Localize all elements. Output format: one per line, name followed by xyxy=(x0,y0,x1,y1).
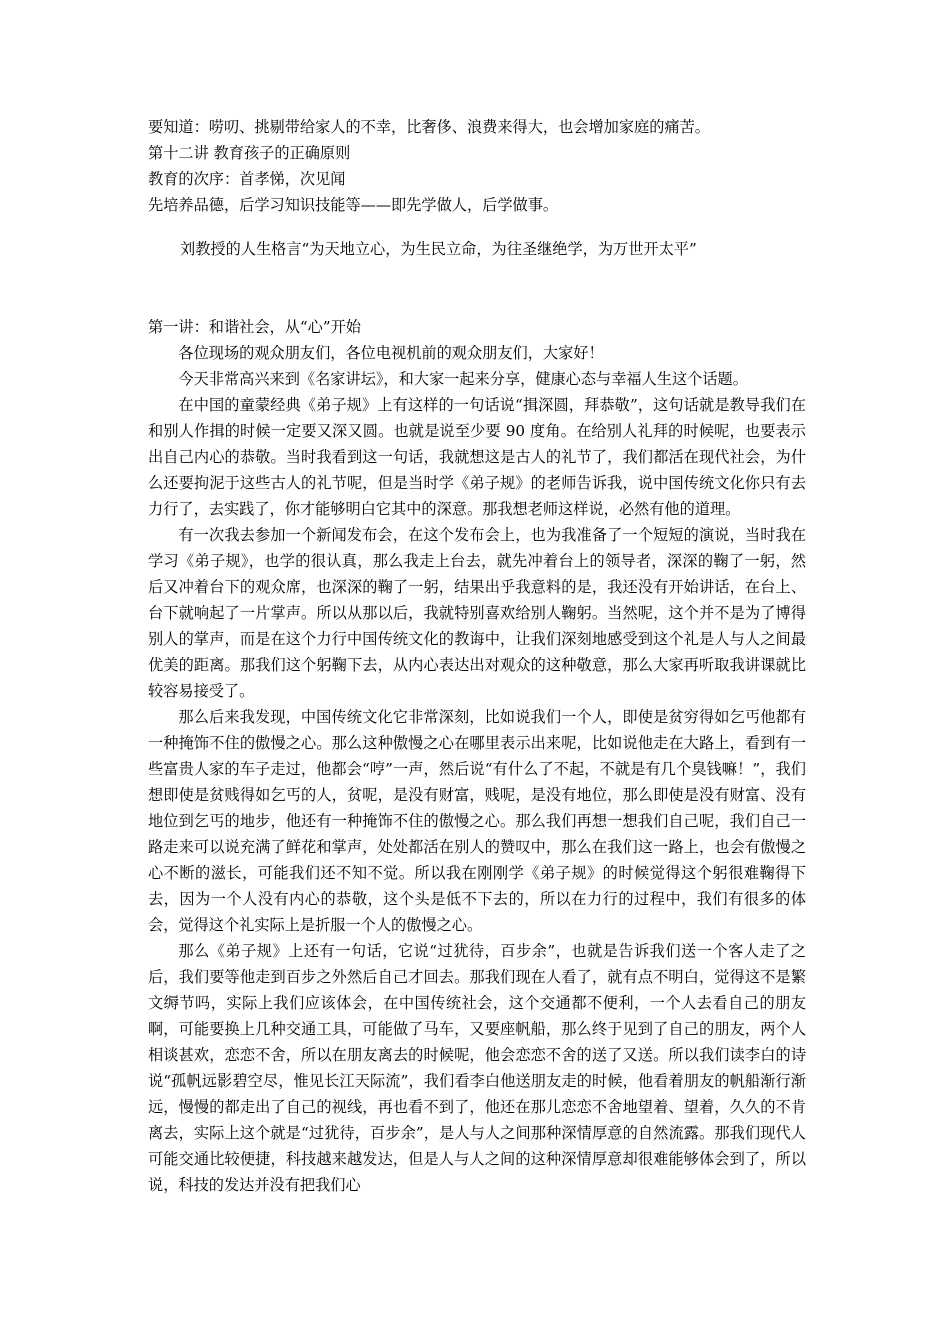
paragraph-dizigui-bow: 在中国的童蒙经典《弟子规》上有这样的一句话说“揖深圆，拜恭敬”，这句话就是教导我们在和别人作揖的时候一定要又深又圆。也就是说至少要 90 度角。在给别人礼拜的时候呢，也要表示出自己内心的恭敬。当时我看到这一句话，我就想这是古人的礼节了，我们都活在现代社会，为什么还要拘泥于这些古人的礼节呢，但是当时学《弟子规》的老师告诉我，说中国传统文化你只有去力行了，去实践了，你才能够明白它其中的深意。那我想老师这样说，必然有他的道理。 xyxy=(148,396,806,518)
paragraph-greeting: 各位现场的观众朋友们，各位电视机前的观众朋友们，大家好！ xyxy=(178,344,604,362)
spacer xyxy=(148,262,806,314)
paragraph-arrogance: 那么后来我发现，中国传统文化它非常深刻，比如说我们一个人，即使是贫穷得如乞丐他都有一种掩饰不住的傲慢之心。那么这种傲慢之心在哪里表示出来呢，比如说他走在大路上，看到有一些富贵人家的车子走过，他都会“哼”一声，然后说“有什么了不起，不就是有几个臭钱嘛！”，我们想即使是贫贱得如乞丐的人，贫呢，是没有财富，贱呢，是没有地位，那么即使是没有财富、没有地位到乞丐的地步，他还有一种掩饰不住的傲慢之心。那么我们再想一想我们自己呢，我们自己一路走来可以说充满了鲜花和掌声，处处都活在别人的赞叹中，那么在我们这一路上，也会有傲慢之心不断的滋长，可能我们还不知不觉。所以我在刚刚学《弟子规》的时候觉得这个躬很难鞠得下去，因为一个人没有内心的恭敬，这个头是低不下去的，所以在力行的过程中，我们有很多的体会，觉得这个礼实际上是折服一个人的傲慢之心。 xyxy=(148,708,806,934)
lecture-1-heading: 第一讲：和谐社会，从“心”开始 xyxy=(148,318,361,336)
spacer xyxy=(148,218,806,236)
professor-motto: 刘教授的人生格言“为天地立心，为生民立命，为往圣继绝学，为万世开太平” xyxy=(180,240,697,258)
paragraph-press-conference: 有一次我去参加一个新闻发布会，在这个发布会上，也为我准备了一个短短的演说，当时我在学习《弟子规》，也学的很认真，那么我走上台去，就先冲着台上的领导者，深深的鞠了一躬，然后又冲着台下的观众席，也深深的鞠了一躬，结果出乎我意料的是，我还没有开始讲话，在台上、台下就响起了一片掌声。所以从那以后，我就特别喜欢给别人鞠躬。当然呢，这个并不是为了博得别人的掌声，而是在这个力行中国传统文化的教诲中，让我们深刻地感受到这个礼是人与人之间最优美的距离。那我们这个躬鞠下去，从内心表达出对观众的这种敬意，那么大家再听取我讲课就比较容易接受了。 xyxy=(148,526,806,700)
paragraph-seeing-off-guests: 那么《弟子规》上还有一句话，它说“过犹待，百步余”，也就是告诉我们送一个客人走了之后，我们要等他走到百步之外然后自己才回去。那我们现在人看了，就有点不明白，觉得这不是繁文缛节吗，实际上我们应该体会，在中国传统社会，这个交通都不便利，一个人去看自己的朋友啊，可能要换上几种交通工具，可能做了马车，又要座帆船，那么终于见到了自己的朋友，两个人相谈甚欢，恋恋不舍，所以在朋友离去的时候呢，他会恋恋不舍的送了又送。所以我们读李白的诗说“孤帆远影碧空尽，惟见长江天际流”，我们看李白他送朋友走的时候，他看着朋友的帆船渐行渐远，慢慢的都走出了自己的视线，再也看不到了，他还在那儿恋恋不舍地望着、望着，久久的不肯离去，实际上这个就是“过犹待，百步余”，是人与人之间那种深情厚意的自然流露。那我们现代人可能交通比较便捷，科技越来越发达，但是人与人之间的这种深情厚意却很难能够体会到了，所以说，科技的发达并没有把我们心 xyxy=(148,942,806,1194)
character-first-line: 先培养品德，后学习知识技能等——即先学做人，后学做事。 xyxy=(148,196,559,214)
intro-line-complaining: 要知道：唠叨、挑剔带给家人的不幸，比奢侈、浪费来得大，也会增加家庭的痛苦。 xyxy=(148,118,710,136)
paragraph-topic: 今天非常高兴来到《名家讲坛》，和大家一起来分享，健康心态与幸福人生这个话题。 xyxy=(178,370,748,388)
education-order-line: 教育的次序：首孝悌，次见闻 xyxy=(148,170,346,188)
lecture-12-heading: 第十二讲 教育孩子的正确原则 xyxy=(148,144,351,162)
document-page xyxy=(148,114,806,1198)
